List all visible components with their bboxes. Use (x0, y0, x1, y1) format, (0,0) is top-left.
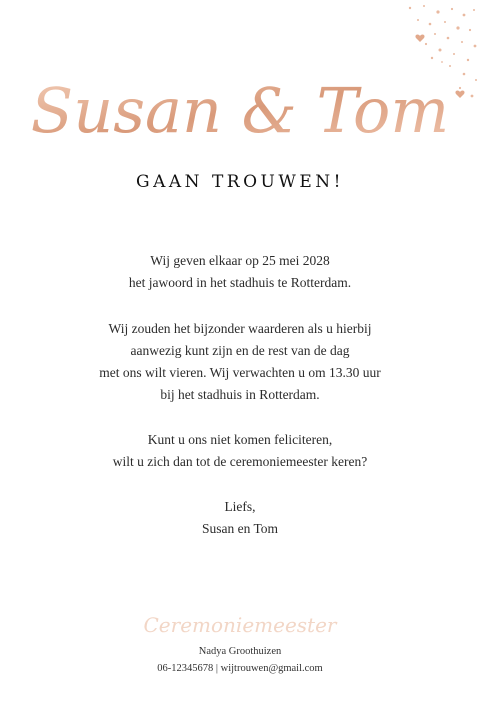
ceremony-master-paragraph (60, 429, 420, 473)
svg-text:Ceremoniemeester: Ceremoniemeester (143, 613, 337, 637)
date-paragraph (60, 250, 420, 294)
invitation-paragraph (60, 318, 420, 406)
contact-details: 06-12345678 | wijtrouwen@gmail.com (157, 663, 323, 674)
heart-icon (415, 35, 424, 42)
svg-text:Susan & Tom: Susan & Tom (30, 74, 450, 147)
text-line: Susan en Tom (201, 521, 279, 536)
text-line: aanwezig kunt zijn en de rest van de dag (130, 343, 350, 358)
footer-contact (0, 643, 480, 677)
text-line: bij het stadhuis in Rotterdam. (160, 387, 320, 402)
text-line: Wij geven elkaar op 25 mei 2028 (150, 253, 330, 268)
text-line: Liefs, (224, 499, 256, 514)
page-title: GAAN TROUWEN! (136, 172, 344, 192)
text-line: Wij zouden het bijzonder waarderen als u hierbij (108, 321, 372, 336)
text-line: Kunt u ons niet komen feliciteren, (147, 432, 333, 447)
text-line: met ons wilt vieren. Wij verwachten u om 13.30 uur (99, 365, 381, 380)
text-line: het jawoord in het stadhuis te Rotterdam. (128, 275, 352, 290)
contact-name: Nadya Groothuizen (198, 646, 282, 657)
text-line: wilt u zich dan tot de ceremoniemeester keren? (112, 454, 368, 469)
ceremony-master-script-label (0, 604, 480, 644)
closing-signature (60, 496, 420, 540)
couple-names-script (0, 52, 480, 162)
